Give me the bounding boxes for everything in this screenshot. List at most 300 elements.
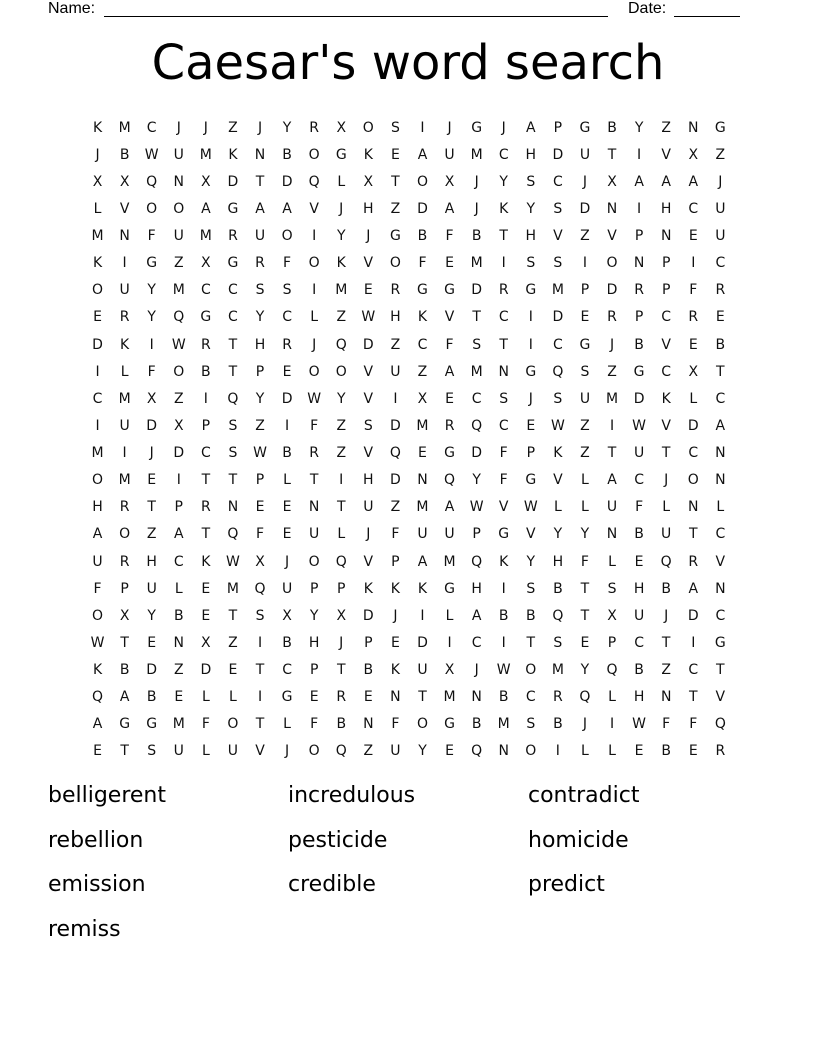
grid-letter[interactable]: F xyxy=(689,716,698,733)
grid-letter[interactable]: X xyxy=(201,634,211,651)
grid-letter[interactable]: G xyxy=(471,119,483,136)
grid-letter[interactable]: T xyxy=(309,472,319,489)
grid-letter[interactable]: W xyxy=(226,553,240,570)
grid-letter[interactable]: Y xyxy=(526,553,536,570)
grid-letter[interactable]: O xyxy=(525,743,537,760)
grid-letter[interactable]: M xyxy=(199,146,212,163)
grid-letter[interactable]: J xyxy=(95,146,100,163)
grid-letter[interactable]: J xyxy=(176,119,181,136)
grid-letter[interactable]: D xyxy=(92,336,103,353)
grid-letter[interactable]: O xyxy=(416,173,428,190)
grid-letter[interactable]: Y xyxy=(255,309,265,326)
grid-letter[interactable]: J xyxy=(664,607,669,624)
grid-letter[interactable]: M xyxy=(497,716,510,733)
grid-letter[interactable]: A xyxy=(715,417,726,434)
grid-letter[interactable]: E xyxy=(363,282,373,299)
grid-letter[interactable]: T xyxy=(228,363,238,380)
grid-letter[interactable]: B xyxy=(634,662,644,679)
grid-letter[interactable]: G xyxy=(119,716,131,733)
grid-letter[interactable]: E xyxy=(255,499,265,516)
grid-letter[interactable]: X xyxy=(444,173,455,190)
grid-letter[interactable]: L xyxy=(337,526,346,543)
grid-letter[interactable]: T xyxy=(716,363,725,380)
grid-letter[interactable]: D xyxy=(687,417,699,434)
grid-letter[interactable]: F xyxy=(580,553,589,570)
grid-letter[interactable]: U xyxy=(173,743,184,760)
grid-letter[interactable]: V xyxy=(255,743,265,760)
grid-letter[interactable]: C xyxy=(498,309,509,326)
grid-letter[interactable]: R xyxy=(634,282,644,299)
grid-letter[interactable]: Z xyxy=(336,309,347,326)
grid-letter[interactable]: Z xyxy=(580,445,590,462)
grid-letter[interactable]: G xyxy=(417,282,428,299)
grid-letter[interactable]: S xyxy=(390,119,400,136)
grid-letter[interactable]: J xyxy=(285,553,290,570)
grid-letter[interactable]: O xyxy=(92,472,104,489)
grid-letter[interactable]: F xyxy=(635,499,644,516)
grid-letter[interactable]: I xyxy=(637,200,642,217)
grid-letter[interactable]: W xyxy=(632,716,647,733)
grid-letter[interactable]: Y xyxy=(472,472,481,489)
grid-letter[interactable]: T xyxy=(201,472,211,489)
grid-letter[interactable]: N xyxy=(417,472,428,489)
grid-letter[interactable]: M xyxy=(118,472,131,489)
grid-letter[interactable]: C xyxy=(634,634,644,651)
grid-letter[interactable]: C xyxy=(688,200,699,217)
grid-letter[interactable]: D xyxy=(173,445,185,462)
grid-letter[interactable]: L xyxy=(608,743,616,760)
grid-letter[interactable]: S xyxy=(282,282,292,299)
grid-letter[interactable]: N xyxy=(606,200,618,217)
grid-letter[interactable]: I xyxy=(122,445,127,462)
grid-letter[interactable]: C xyxy=(471,390,482,407)
grid-letter[interactable]: I xyxy=(95,417,100,434)
grid-letter[interactable]: C xyxy=(200,445,211,462)
grid-letter[interactable]: A xyxy=(201,200,211,217)
grid-letter[interactable]: S xyxy=(472,336,482,353)
grid-letter[interactable]: D xyxy=(146,662,158,679)
grid-letter[interactable]: B xyxy=(498,689,509,706)
grid-letter[interactable]: L xyxy=(608,553,616,570)
grid-letter[interactable]: O xyxy=(416,716,428,733)
grid-letter[interactable]: S xyxy=(255,607,265,624)
grid-letter[interactable]: C xyxy=(200,282,211,299)
grid-letter[interactable]: W xyxy=(496,662,511,679)
grid-letter[interactable]: T xyxy=(580,580,590,597)
grid-letter[interactable]: P xyxy=(309,580,319,597)
grid-letter[interactable]: U xyxy=(633,607,645,624)
grid-letter[interactable]: S xyxy=(228,417,238,434)
grid-letter[interactable]: S xyxy=(553,390,563,407)
grid-letter[interactable]: Q xyxy=(471,417,483,434)
grid-letter[interactable]: D xyxy=(471,282,483,299)
grid-letter[interactable]: X xyxy=(688,363,699,380)
grid-letter[interactable]: J xyxy=(339,634,344,651)
grid-letter[interactable]: W xyxy=(469,499,484,516)
grid-letter[interactable]: X xyxy=(363,173,374,190)
grid-letter[interactable]: Q xyxy=(389,445,401,462)
grid-letter[interactable]: S xyxy=(147,743,157,760)
grid-letter[interactable]: X xyxy=(146,390,157,407)
grid-letter[interactable]: J xyxy=(528,390,533,407)
grid-letter[interactable]: Y xyxy=(418,743,427,760)
grid-letter[interactable]: R xyxy=(282,336,292,353)
grid-letter[interactable]: K xyxy=(390,580,400,597)
grid-letter[interactable]: B xyxy=(553,716,563,733)
grid-letter[interactable]: X xyxy=(173,417,184,434)
grid-letter[interactable]: F xyxy=(499,472,508,489)
grid-letter[interactable]: L xyxy=(201,743,210,760)
grid-letter[interactable]: B xyxy=(282,634,292,651)
grid-letter[interactable]: J xyxy=(718,173,723,190)
grid-letter[interactable]: T xyxy=(716,662,725,679)
grid-letter[interactable]: H xyxy=(390,309,401,326)
grid-letter[interactable]: N xyxy=(471,689,482,706)
grid-letter[interactable]: H xyxy=(633,689,645,706)
grid-letter[interactable]: T xyxy=(418,689,427,706)
grid-letter[interactable]: K xyxy=(336,255,346,272)
grid-letter[interactable]: D xyxy=(390,417,401,434)
grid-letter[interactable]: A xyxy=(688,580,699,597)
grid-letter[interactable]: F xyxy=(445,228,454,245)
grid-letter[interactable]: W xyxy=(253,445,267,462)
grid-letter[interactable]: H xyxy=(525,228,537,245)
grid-letter[interactable]: E xyxy=(201,580,211,597)
grid-letter[interactable]: O xyxy=(308,553,320,570)
grid-letter[interactable]: W xyxy=(144,146,159,163)
grid-letter[interactable]: G xyxy=(525,282,537,299)
grid-letter[interactable]: U xyxy=(444,146,455,163)
grid-letter[interactable]: G xyxy=(281,689,293,706)
grid-letter[interactable]: U xyxy=(579,390,591,407)
grid-letter[interactable]: J xyxy=(474,173,479,190)
grid-letter[interactable]: G xyxy=(633,363,645,380)
grid-letter[interactable]: G xyxy=(579,336,591,353)
grid-letter[interactable]: I xyxy=(393,390,398,407)
grid-letter[interactable]: E xyxy=(282,526,292,543)
grid-letter[interactable]: J xyxy=(609,336,615,353)
grid-letter[interactable]: Z xyxy=(173,390,184,407)
grid-letter[interactable]: M xyxy=(335,282,348,299)
grid-letter[interactable]: V xyxy=(661,336,671,353)
grid-letter[interactable]: J xyxy=(366,526,371,543)
grid-letter[interactable]: C xyxy=(688,662,699,679)
grid-letter[interactable]: K xyxy=(228,146,238,163)
grid-letter[interactable]: P xyxy=(472,526,481,543)
grid-letter[interactable]: P xyxy=(255,363,265,380)
grid-letter[interactable]: L xyxy=(581,743,589,760)
grid-letter[interactable]: I xyxy=(285,417,290,434)
grid-letter[interactable]: O xyxy=(92,282,104,299)
grid-letter[interactable]: Q xyxy=(444,472,456,489)
grid-letter[interactable]: Y xyxy=(147,282,156,299)
grid-letter[interactable]: B xyxy=(146,689,157,706)
grid-letter[interactable]: F xyxy=(689,282,698,299)
grid-letter[interactable]: B xyxy=(715,336,726,353)
grid-letter[interactable]: V xyxy=(363,363,374,380)
grid-letter[interactable]: N xyxy=(715,580,726,597)
grid-letter[interactable]: B xyxy=(417,228,428,245)
grid-letter[interactable]: O xyxy=(362,119,374,136)
grid-letter[interactable]: T xyxy=(120,743,129,760)
grid-letter[interactable]: R xyxy=(715,743,726,760)
grid-letter[interactable]: U xyxy=(92,553,103,570)
grid-letter[interactable]: K xyxy=(499,553,509,570)
grid-letter[interactable]: H xyxy=(552,553,564,570)
grid-letter[interactable]: N xyxy=(173,634,185,651)
grid-letter[interactable]: T xyxy=(499,228,508,245)
grid-letter[interactable]: Z xyxy=(336,417,347,434)
grid-letter[interactable]: C xyxy=(552,173,563,190)
grid-letter[interactable]: E xyxy=(282,499,292,516)
grid-letter[interactable]: V xyxy=(498,499,509,516)
grid-letter[interactable]: G xyxy=(498,526,510,543)
grid-letter[interactable]: R xyxy=(255,255,265,272)
grid-letter[interactable]: Q xyxy=(92,689,104,706)
grid-letter[interactable]: B xyxy=(201,363,211,380)
grid-letter[interactable]: P xyxy=(201,417,211,434)
grid-letter[interactable]: M xyxy=(443,553,456,570)
grid-letter[interactable]: X xyxy=(119,173,130,190)
grid-letter[interactable]: M xyxy=(416,499,429,516)
grid-letter[interactable]: Z xyxy=(715,146,726,163)
grid-letter[interactable]: S xyxy=(526,580,536,597)
grid-letter[interactable]: U xyxy=(444,526,455,543)
grid-letter[interactable]: C xyxy=(498,417,509,434)
grid-letter[interactable]: Y xyxy=(309,607,319,624)
grid-letter[interactable]: Y xyxy=(499,173,508,190)
grid-letter[interactable]: V xyxy=(661,146,671,163)
grid-letter[interactable]: R xyxy=(309,445,320,462)
grid-letter[interactable]: Q xyxy=(308,173,320,190)
grid-letter[interactable]: F xyxy=(93,580,102,597)
grid-letter[interactable]: P xyxy=(337,580,346,597)
grid-letter[interactable]: T xyxy=(336,662,346,679)
grid-letter[interactable]: Z xyxy=(255,417,265,434)
grid-letter[interactable]: J xyxy=(474,662,479,679)
grid-letter[interactable]: N xyxy=(688,499,699,516)
grid-letter[interactable]: U xyxy=(281,580,293,597)
grid-letter[interactable]: W xyxy=(523,499,538,516)
grid-letter[interactable]: J xyxy=(257,119,263,136)
grid-letter[interactable]: D xyxy=(606,282,618,299)
grid-letter[interactable]: Q xyxy=(335,553,347,570)
grid-letter[interactable]: G xyxy=(579,119,591,136)
grid-letter[interactable]: C xyxy=(661,309,672,326)
grid-letter[interactable]: M xyxy=(470,146,483,163)
grid-letter[interactable]: M xyxy=(443,689,456,706)
grid-letter[interactable]: A xyxy=(526,119,536,136)
grid-letter[interactable]: T xyxy=(688,526,698,543)
grid-letter[interactable]: N xyxy=(633,255,645,272)
grid-letter[interactable]: U xyxy=(417,526,428,543)
grid-letter[interactable]: A xyxy=(471,607,482,624)
grid-letter[interactable]: Z xyxy=(228,119,238,136)
grid-letter[interactable]: E xyxy=(445,390,454,407)
grid-letter[interactable]: M xyxy=(118,119,131,136)
grid-letter[interactable]: Z xyxy=(390,200,401,217)
grid-letter[interactable]: E xyxy=(580,634,590,651)
grid-letter[interactable]: T xyxy=(472,309,481,326)
grid-letter[interactable]: C xyxy=(146,119,157,136)
grid-letter[interactable]: P xyxy=(120,580,129,597)
grid-letter[interactable]: H xyxy=(363,472,374,489)
grid-letter[interactable]: M xyxy=(199,228,212,245)
grid-letter[interactable]: R xyxy=(309,119,320,136)
grid-letter[interactable]: M xyxy=(226,580,239,597)
grid-letter[interactable]: V xyxy=(309,200,319,217)
grid-letter[interactable]: W xyxy=(632,417,647,434)
grid-letter[interactable]: Q xyxy=(227,390,239,407)
grid-letter[interactable]: N xyxy=(363,716,374,733)
grid-letter[interactable]: L xyxy=(581,472,589,489)
grid-letter[interactable]: E xyxy=(201,607,211,624)
grid-letter[interactable]: E xyxy=(93,309,102,326)
grid-letter[interactable]: G xyxy=(146,255,158,272)
grid-letter[interactable]: A xyxy=(92,716,103,733)
grid-letter[interactable]: B xyxy=(498,607,509,624)
grid-letter[interactable]: I xyxy=(691,634,696,651)
grid-letter[interactable]: G xyxy=(444,445,455,462)
grid-letter[interactable]: G xyxy=(227,255,239,272)
grid-letter[interactable]: C xyxy=(525,689,536,706)
grid-letter[interactable]: Q xyxy=(552,363,564,380)
grid-letter[interactable]: U xyxy=(661,526,672,543)
grid-letter[interactable]: L xyxy=(716,499,725,516)
grid-letter[interactable]: S xyxy=(526,255,536,272)
grid-letter[interactable]: U xyxy=(715,228,726,245)
grid-letter[interactable]: M xyxy=(118,390,131,407)
grid-letter[interactable]: D xyxy=(417,634,428,651)
grid-letter[interactable]: P xyxy=(607,634,617,651)
grid-letter[interactable]: V xyxy=(661,417,671,434)
grid-letter[interactable]: V xyxy=(715,689,726,706)
grid-letter[interactable]: S xyxy=(526,173,536,190)
grid-letter[interactable]: U xyxy=(633,445,645,462)
grid-letter[interactable]: Q xyxy=(254,580,266,597)
grid-letter[interactable]: A xyxy=(119,689,130,706)
grid-letter[interactable]: U xyxy=(119,282,130,299)
grid-letter[interactable]: K xyxy=(390,662,400,679)
grid-letter[interactable]: N xyxy=(660,228,672,245)
grid-letter[interactable]: R xyxy=(688,553,699,570)
grid-letter[interactable]: O xyxy=(308,743,320,760)
grid-letter[interactable]: L xyxy=(553,499,562,516)
grid-letter[interactable]: X xyxy=(282,607,292,624)
grid-letter[interactable]: I xyxy=(637,146,642,163)
grid-letter[interactable]: Z xyxy=(173,255,184,272)
grid-letter[interactable]: F xyxy=(283,255,292,272)
grid-letter[interactable]: G xyxy=(525,363,537,380)
grid-letter[interactable]: M xyxy=(605,390,619,407)
grid-letter[interactable]: B xyxy=(634,336,644,353)
grid-letter[interactable]: I xyxy=(501,580,506,597)
grid-letter[interactable]: A xyxy=(444,363,455,380)
grid-letter[interactable]: A xyxy=(444,200,455,217)
grid-letter[interactable]: P xyxy=(255,472,265,489)
grid-letter[interactable]: I xyxy=(339,472,344,489)
grid-letter[interactable]: R xyxy=(444,417,455,434)
grid-letter[interactable]: O xyxy=(173,200,185,217)
grid-letter[interactable]: I xyxy=(501,634,506,651)
grid-letter[interactable]: B xyxy=(119,662,130,679)
grid-letter[interactable]: P xyxy=(580,282,590,299)
grid-letter[interactable]: D xyxy=(146,417,158,434)
grid-letter[interactable]: Z xyxy=(417,363,428,380)
grid-letter[interactable]: E xyxy=(309,689,319,706)
grid-letter[interactable]: M xyxy=(551,662,564,679)
grid-letter[interactable]: A xyxy=(444,499,455,516)
grid-letter[interactable]: H xyxy=(92,499,103,516)
grid-letter[interactable]: C xyxy=(228,309,238,326)
grid-letter[interactable]: C xyxy=(552,336,563,353)
grid-letter[interactable]: D xyxy=(687,607,699,624)
grid-letter[interactable]: U xyxy=(309,526,320,543)
grid-letter[interactable]: Q xyxy=(579,689,591,706)
grid-letter[interactable]: Y xyxy=(336,390,346,407)
grid-letter[interactable]: C xyxy=(282,662,292,679)
grid-letter[interactable]: C xyxy=(634,472,644,489)
grid-letter[interactable]: O xyxy=(687,472,699,489)
grid-letter[interactable]: I xyxy=(149,336,154,353)
grid-letter[interactable]: I xyxy=(420,607,425,624)
grid-letter[interactable]: K xyxy=(92,662,103,679)
grid-letter[interactable]: A xyxy=(255,200,265,217)
grid-letter[interactable]: K xyxy=(363,580,373,597)
grid-letter[interactable]: F xyxy=(255,526,265,543)
grid-letter[interactable]: F xyxy=(662,716,671,733)
grid-letter[interactable]: Z xyxy=(146,526,157,543)
grid-letter[interactable]: Q xyxy=(714,716,726,733)
grid-letter[interactable]: X xyxy=(119,607,130,624)
grid-letter[interactable]: I xyxy=(582,255,588,272)
grid-letter[interactable]: R xyxy=(200,336,211,353)
grid-letter[interactable]: F xyxy=(310,716,319,733)
grid-letter[interactable]: S xyxy=(228,445,238,462)
grid-letter[interactable]: V xyxy=(363,390,374,407)
grid-letter[interactable]: P xyxy=(553,119,563,136)
grid-letter[interactable]: Y xyxy=(526,200,536,217)
grid-letter[interactable]: W xyxy=(90,634,105,651)
grid-letter[interactable]: H xyxy=(146,553,157,570)
grid-letter[interactable]: E xyxy=(228,662,238,679)
grid-letter[interactable]: X xyxy=(607,173,617,190)
grid-letter[interactable]: F xyxy=(391,716,400,733)
grid-letter[interactable]: G xyxy=(227,200,239,217)
grid-letter[interactable]: L xyxy=(174,580,183,597)
grid-letter[interactable]: T xyxy=(228,607,238,624)
grid-letter[interactable]: U xyxy=(119,417,130,434)
grid-letter[interactable]: S xyxy=(363,417,373,434)
grid-letter[interactable]: Z xyxy=(580,417,590,434)
grid-letter[interactable]: N xyxy=(390,689,401,706)
grid-letter[interactable]: E xyxy=(715,309,725,326)
grid-letter[interactable]: J xyxy=(447,119,452,136)
grid-letter[interactable]: D xyxy=(200,662,212,679)
grid-letter[interactable]: Y xyxy=(553,526,563,543)
grid-letter[interactable]: G xyxy=(444,282,455,299)
grid-letter[interactable]: R xyxy=(336,689,347,706)
grid-letter[interactable]: D xyxy=(417,200,428,217)
grid-letter[interactable]: B xyxy=(282,146,292,163)
grid-letter[interactable]: E xyxy=(445,743,454,760)
grid-letter[interactable]: F xyxy=(391,526,400,543)
grid-letter[interactable]: I xyxy=(257,634,263,651)
grid-letter[interactable]: R xyxy=(119,553,130,570)
grid-letter[interactable]: H xyxy=(525,146,537,163)
grid-letter[interactable]: X xyxy=(255,553,265,570)
grid-letter[interactable]: C xyxy=(471,634,482,651)
